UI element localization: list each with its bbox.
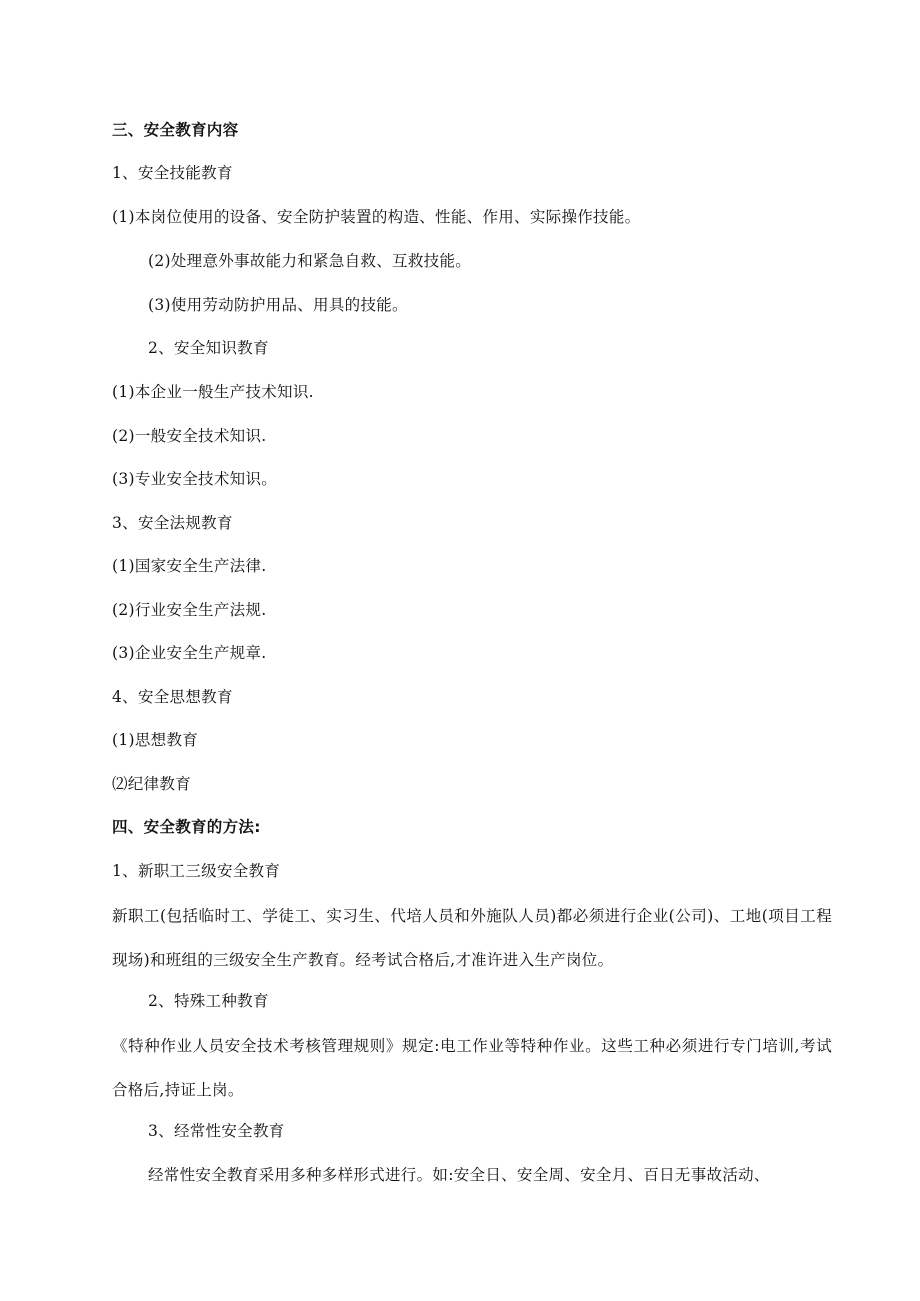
list-item: (1)本岗位使用的设备、安全防护装置的构造、性能、作用、实际操作技能。: [112, 208, 641, 226]
subheading-new-employee-education: 1、新职工三级安全教育: [112, 862, 281, 880]
list-item: ⑵纪律教育: [112, 775, 192, 793]
list-item: (2)处理意外事故能力和紧急自救、互救技能。: [148, 252, 472, 270]
subheading-safety-regulation-education: 3、安全法规教育: [112, 514, 233, 532]
paragraph: 《特种作业人员安全技术考核管理规则》规定:电工作业等特种作业。这些工种必须进行专门培训,考试合格后,持证上岗。: [112, 1037, 832, 1099]
list-item: (1)思想教育: [112, 731, 199, 749]
list-item: (3)专业安全技术知识。: [112, 470, 278, 488]
list-item: (1)国家安全生产法律.: [112, 557, 267, 575]
subheading-safety-knowledge-education: 2、安全知识教育: [148, 339, 269, 357]
paragraph: 经常性安全教育采用多种多样形式进行。如:安全日、安全周、安全月、百日无事故活动、: [148, 1166, 770, 1184]
subheading-safety-skill-education: 1、安全技能教育: [112, 164, 233, 182]
subheading-regular-safety-education: 3、经常性安全教育: [148, 1122, 285, 1140]
list-item: (3)企业安全生产规章.: [112, 644, 267, 662]
section-heading-safety-education-methods: 四、安全教育的方法:: [112, 818, 261, 836]
list-item: (2)行业安全生产法规.: [112, 601, 267, 619]
section-heading-safety-education-content: 三、安全教育内容: [112, 121, 239, 139]
subheading-safety-thought-education: 4、安全思想教育: [112, 688, 233, 706]
list-item: (1)本企业一般生产技术知识.: [112, 383, 314, 401]
list-item: (3)使用劳动防护用品、用具的技能。: [148, 296, 408, 314]
paragraph: 新职工(包括临时工、学徒工、实习生、代培人员和外施队人员)都必须进行企业(公司)、工地(项目工程现场)和班组的三级安全生产教育。经考试合格后,才准许进入生产岗位。: [112, 907, 832, 969]
subheading-special-trade-education: 2、特殊工种教育: [148, 992, 269, 1010]
list-item: (2)一般安全技术知识.: [112, 427, 267, 445]
